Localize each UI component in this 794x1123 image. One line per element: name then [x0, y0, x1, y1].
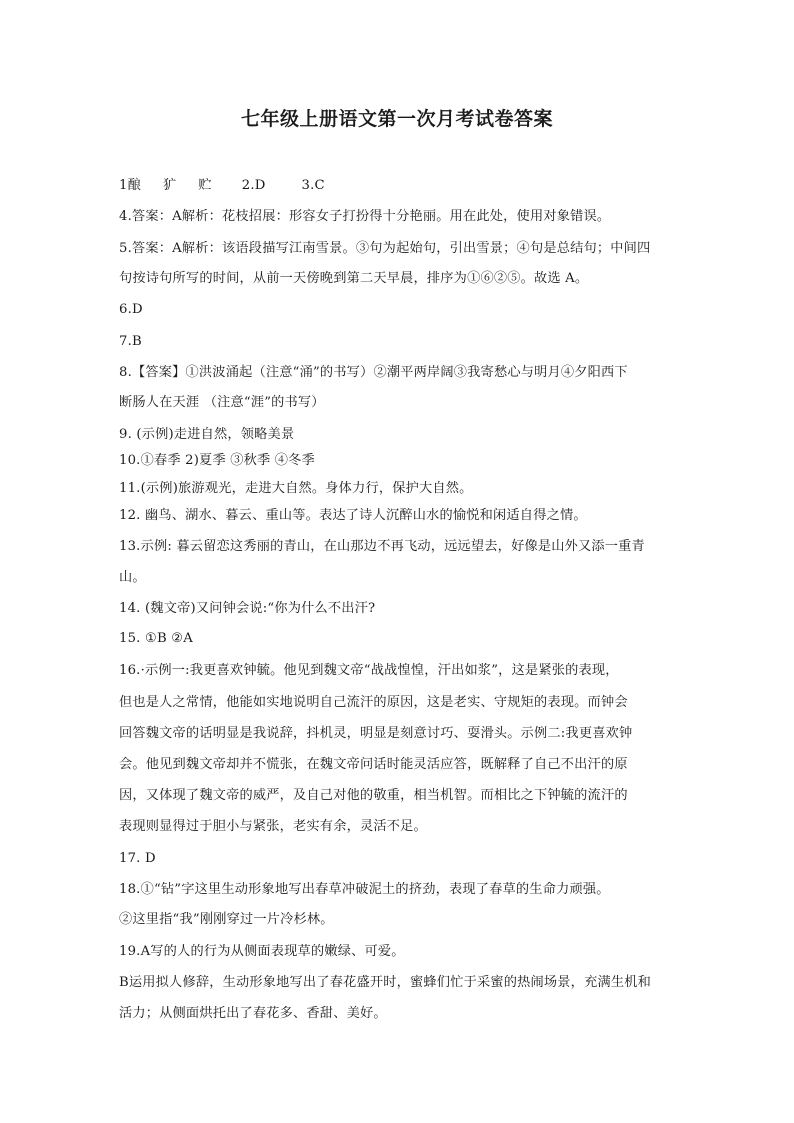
answer-line: 18.①“钻”字这里生动形象地写出春草冲破泥土的挤劲，表现了春草的生命力顽强。: [119, 882, 610, 897]
answer-line: 4.答案：A解析：花枝招展：形容女子打扮得十分艳丽。用在此处，使用对象错误。: [119, 209, 611, 224]
answer-line: 8.【答案】①洪波涌起（注意“涌”的书写）②潮平两岸阔③我寄愁心与明月④夕阳西下: [119, 365, 628, 380]
answer-line: 15. ①B ②A: [119, 631, 194, 646]
answer-line: 5.答案：A解析：该语段描写江南雪景。③句为起始句，引出雪景；④句是总结句；中间四: [119, 241, 651, 256]
answer-line: 表现则显得过于胆小与紧张，老实有余，灵活不足。: [119, 819, 427, 834]
answer-line: 断肠人在天涯 （注意“涯”的书写）: [119, 395, 325, 410]
answer-line: 但也是人之常情，他能如实地说明自己流汗的原因，这是老实、守规矩的表现。而钟会: [119, 695, 628, 710]
answer-line: 山。: [119, 570, 146, 585]
answer-line: ②这里指“我”刚刚穿过一片冷杉林。: [119, 912, 334, 927]
answer-line: 19.A写的人的行为从侧面表现草的嫩绿、可爱。: [119, 944, 405, 959]
answer-q3: 3.C: [301, 178, 325, 193]
answer-line: 因，又体现了魏文帝的威严，及自己对他的敬重，相当机智。而相比之下钟毓的流汗的: [119, 788, 628, 803]
answer-line: 14. (魏文帝)又问钟会说:“你为什么不出汗?: [119, 601, 376, 616]
answer-line: 9. (示例)走进自然，领略美景: [119, 427, 295, 442]
page-title: 七年级上册语文第一次月考试卷答案: [240, 108, 553, 130]
answer-q2: 2.D: [241, 178, 266, 193]
answer-line-1-3: [119, 177, 689, 195]
answer-q1-b: 犷: [162, 178, 177, 193]
answer-line: 12. 幽鸟、湖水、暮云、重山等。表达了诗人沉醉山水的愉悦和闲适自得之情。: [119, 508, 587, 523]
answer-line: 7.B: [119, 334, 142, 349]
answer-line: 13.示例: 暮云留恋这秀丽的青山，在山那边不再飞动，远远望去，好像是山外又添一重青: [119, 539, 645, 554]
answer-line: 10.①春季 2)夏季 ③秋季 ④冬季: [119, 453, 315, 468]
answer-line: B运用拟人修辞，生动形象地写出了春花盛开时，蜜蜂们忙于采蜜的热闹场景，充满生机和: [119, 975, 651, 990]
answer-line: 活力；从侧面烘托出了春花多、香甜、美好。: [119, 1006, 387, 1021]
answer-line: 11.(示例)旅游观光，走进大自然。身体力行，保护大自然。: [119, 481, 473, 496]
answer-line: 会。他见到魏文帝却并不慌张，在魏文帝问话时能灵活应答，既解释了自己不出汗的原: [119, 757, 628, 772]
answer-line: 16.·示例一:我更喜欢钟毓。他见到魏文帝“战战惶惶，汗出如浆”，这是紧张的表现，: [119, 663, 619, 678]
answer-q1: 1酿: [119, 178, 141, 193]
answer-q1-c: 贮: [198, 178, 212, 193]
answer-line: 6.D: [119, 302, 143, 317]
answer-line: 回答魏文帝的话明显是我说辞，抖机灵，明显是刻意讨巧、耍滑头。示例二:我更喜欢钟: [119, 726, 633, 741]
answer-line: 17. D: [119, 851, 156, 866]
answer-line: 句按诗句所写的时间，从前一天傍晚到第二天早晨，排序为①⑥②⑤。故选 A。: [119, 271, 589, 286]
